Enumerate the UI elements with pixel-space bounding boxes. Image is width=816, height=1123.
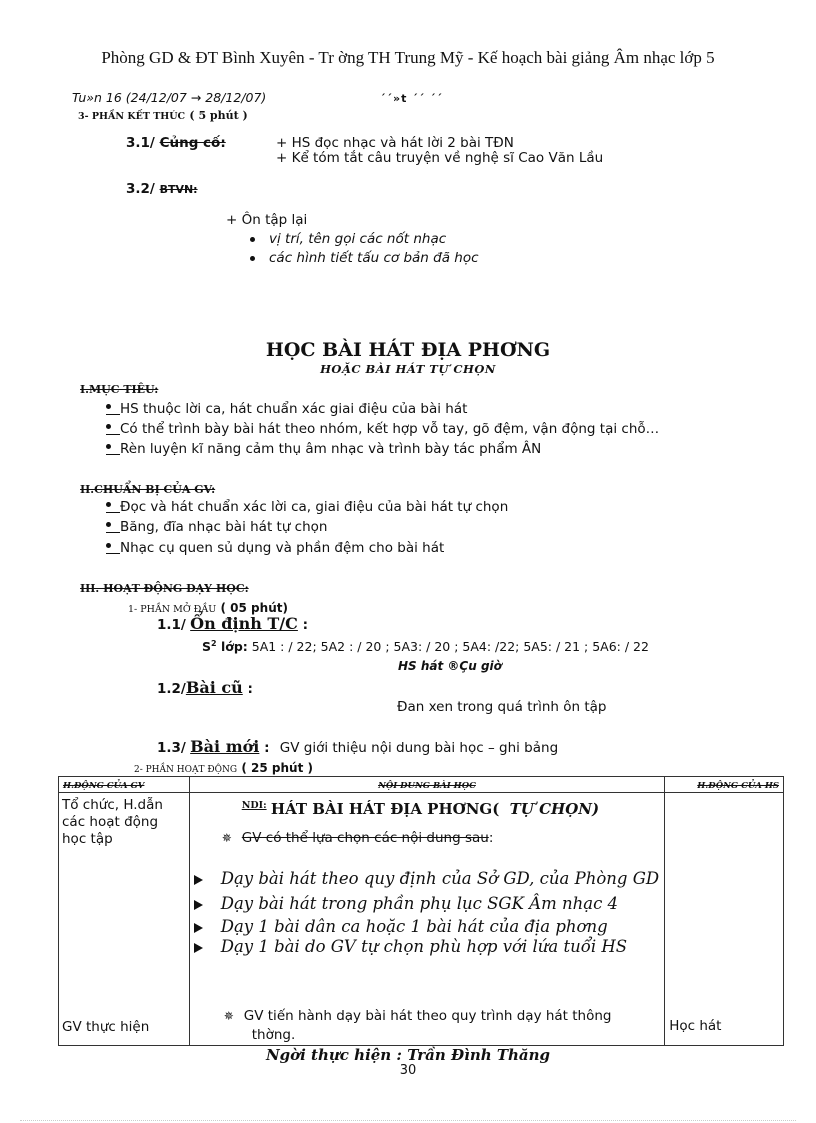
s13-title: Bài mới: [190, 737, 260, 756]
s13-label: 1.3/: [157, 740, 186, 756]
s13-note: GV giới thiệu nội dung bài học – ghi bảng: [279, 740, 559, 756]
review-item: [250, 231, 446, 247]
s31-title: Củng cố:: [159, 135, 226, 151]
bullet-icon: [250, 237, 255, 242]
s31-heading: [126, 135, 226, 151]
activity-table: [58, 776, 784, 1046]
week-end: 28/12/07): [205, 90, 267, 105]
table-header-cell: [665, 777, 784, 793]
review-item-text: các hình tiết tấu cơ bản đã học: [269, 250, 479, 266]
choice-text: GV có thể lựa chọn các nội dung sau: [241, 830, 489, 846]
option-item: [194, 869, 659, 888]
hs-cell: [665, 793, 784, 1046]
s13-heading: [157, 737, 558, 756]
option-text: Dạy 1 bài do GV tự chọn phù hợp với lứa tuổi HS: [220, 937, 628, 956]
s32-heading: [126, 181, 198, 197]
option-text: Dạy bài hát trong phần phụ lục SGK Âm nhạc 4: [220, 894, 619, 913]
option-item: [194, 917, 608, 936]
procedure-line-2: thờng.: [251, 1027, 296, 1043]
part3-heading: [78, 107, 248, 123]
gv-cell: [59, 793, 190, 1046]
page-header: Phòng GD & ĐT Bình Xuyên - Tr ờng TH Trung Mỹ - Kế hoạch bài giảng Âm nhạc lớp 5: [101, 48, 715, 67]
objective-text: HS thuộc lời ca, hát chuẩn xác giai điệu của bài hát: [120, 401, 468, 417]
star-bullet-icon: ✵: [221, 831, 232, 845]
objective-text: Rèn luyện kĩ năng cảm thụ âm nhạc và trình bày tác phẩm ÂN: [120, 441, 542, 457]
s12-heading: [157, 678, 253, 697]
s31-label: 3.1/: [126, 135, 155, 151]
prep-item: [106, 519, 327, 535]
review-intro: + Ôn tập lại: [226, 212, 308, 228]
s11-heading: [157, 614, 308, 633]
page-number: 30: [399, 1063, 417, 1078]
page-divider: [20, 1120, 796, 1121]
option-text: Dạy bài hát theo quy định của Sở GD, của Phòng GD: [220, 869, 660, 888]
objective-item: [106, 401, 467, 417]
activities-heading: III. HOẠT ĐỘNG DẠY HỌC:: [80, 582, 249, 595]
arrow-bullet-icon: [194, 900, 203, 910]
s11-colon: :: [297, 617, 308, 633]
arrow-bullet-icon: [194, 923, 203, 933]
nd-title: HÁT BÀI HÁT ĐỊA PHƠNG(: [270, 800, 500, 818]
s12-label: 1.2/: [157, 681, 186, 697]
class-sup: 2: [211, 639, 217, 648]
class-attendance: [202, 639, 649, 654]
star-bullet-icon: ✵: [223, 1009, 234, 1023]
gv-perform: GV thực hiện: [62, 1019, 150, 1035]
s32-title: BTVN:: [159, 183, 198, 196]
class-label: lớp:: [216, 639, 248, 655]
nd-title-italic: TỰ CHỌN): [509, 800, 600, 818]
objectives-heading: I.MỤC TIÊU:: [80, 383, 159, 396]
prep-item: [106, 540, 444, 556]
prep-text: Nhạc cụ quen sủ dụng và phần đệm cho bài hát: [120, 540, 445, 556]
part1-label: 1- PHẦN MỞ ĐẦU: [128, 604, 217, 615]
option-item: [194, 894, 618, 913]
s11-title: Ổn định T/C: [190, 614, 298, 633]
s13-colon: :: [259, 740, 270, 756]
part3-time: ( 5 phút ): [189, 109, 248, 122]
choice-colon: :: [488, 830, 494, 846]
part2-time: ( 25 phút ): [241, 761, 313, 775]
gv-organize: Tổ chức, H.dẫn các hoạt động học tập: [62, 797, 163, 847]
prep-text: Băng, đĩa nhạc bài hát tự chọn: [120, 519, 328, 535]
prep-text: Đọc và hát chuẩn xác lời ca, giai điệu của bài hát tự chọn: [120, 499, 509, 515]
s11-label: 1.1/: [157, 617, 186, 633]
header-gv: H.ĐỘNG CỦA GV: [63, 781, 145, 791]
content-cell: [189, 793, 665, 1046]
class-values: 5A1 : / 22; 5A2 : / 20 ; 5A3: / 20 ; 5A4: /22; 5A5: / 21 ; 5A6: / 22: [251, 639, 649, 655]
sing-note: HS hát ®Çu giờ: [398, 659, 502, 673]
procedure-text: GV tiến hành dạy bài hát theo quy trình dạy hát thông: [243, 1008, 612, 1024]
author-line: Ngời thực hiện : Trần Đình Thăng: [265, 1046, 551, 1064]
objective-text: Có thể trình bày bài hát theo nhóm, kết hợp vỗ tay, gõ đệm, vận động tại chỗ…: [120, 421, 660, 437]
option-text: Dạy 1 bài dân ca hoặc 1 bài hát của địa phơng: [220, 917, 608, 936]
s12-note: Đan xen trong quá trình ôn tập: [397, 699, 607, 715]
week-line: [72, 90, 266, 105]
arrow-bullet-icon: [194, 943, 203, 953]
part3-label: 3- PHẦN KẾT THÚC: [78, 111, 186, 122]
part2-label: 2- PHẦN HOẠT ĐỘNG: [134, 765, 238, 775]
lesson-subtitle: HOẶC BÀI HÁT TỰ CHỌN: [320, 362, 496, 376]
arrow-right-icon: →: [190, 90, 202, 105]
procedure-line-1: [224, 1008, 612, 1024]
review-item-text: vị trí, tên gọi các nốt nhạc: [269, 231, 447, 247]
s32-label: 3.2/: [126, 181, 155, 197]
table-header-row: [59, 777, 784, 793]
content-choice: [222, 830, 494, 846]
s31-line-2: + Kể tóm tắt câu truyện về nghệ sĩ Cao Văn Lầu: [276, 150, 604, 166]
nd-label: NDI:: [241, 800, 267, 811]
content-nd: [242, 800, 599, 818]
table-header-cell: [59, 777, 190, 793]
table-header-cell: [189, 777, 665, 793]
review-item: [250, 250, 479, 266]
table-row: [59, 793, 784, 1046]
s12-title: Bài cũ: [185, 678, 243, 697]
part2-heading: [134, 760, 313, 776]
option-item: [194, 937, 627, 956]
prep-heading: II.CHUẨN BỊ CỦA GV:: [80, 483, 216, 496]
hs-learn: Học hát: [669, 1018, 722, 1034]
header-content: NỘI DUNG BÀI HỌC: [378, 781, 476, 791]
s12-colon: :: [242, 681, 253, 697]
objective-item: [106, 441, 541, 457]
bullet-icon: [250, 256, 255, 261]
part1-time: ( 05 phút): [220, 601, 288, 615]
week-start: Tu»n 16 (24/12/07: [72, 90, 187, 105]
lesson-title: HỌC BÀI HÁT ĐỊA PHƠNG: [265, 339, 551, 361]
s31-line-1: + HS đọc nhạc và hát lời 2 bài TĐN: [276, 135, 514, 151]
prep-item: [106, 499, 508, 515]
arrow-bullet-icon: [194, 875, 203, 885]
lesson-number: ´´»t ´´ ´´: [380, 92, 444, 105]
header-hs: H.ĐỘNG CỦA HS: [697, 781, 779, 791]
objective-item: [106, 421, 659, 437]
class-prefix: S: [202, 639, 212, 655]
